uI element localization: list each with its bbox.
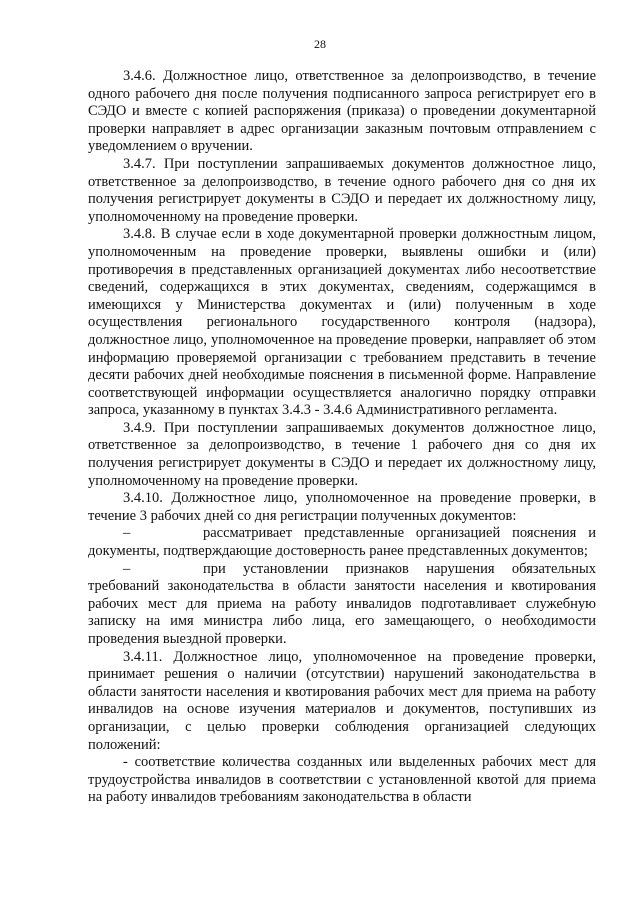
paragraph-3-4-7: 3.4.7. При поступлении запрашиваемых документов должностное лицо, ответственное за делопроизводство, в течение одного рабочего дня со дня их получения регистрирует документы в СЭДО и передает их должностному лицу, уполномоченному на проведение проверки. <box>88 155 596 225</box>
paragraph-continued: - соответствие количества созданных или выделенных рабочих мест для трудоустройства инвалидов в соответствии с установленной квотой для приема на работу инвалидов требованиям законодательства в области <box>88 754 596 806</box>
list-item-text: при установлении признаков нарушения обязательных требований законодательства в области занятости населения и квотирования рабочих мест для приема на работу инвалидов подготавливает служебную записку на имя министра либо лица, его замещающего, о необходимости проведения выездной проверки. <box>88 560 596 647</box>
document-body <box>88 68 596 807</box>
page-number: 28 <box>314 37 326 51</box>
list-item-text: рассматривает представленные организацией пояснения и документы, подтверждающие достоверность ранее представленных документов; <box>88 525 596 560</box>
dash-marker: – <box>123 560 131 577</box>
list-item <box>88 525 596 560</box>
paragraph-3-4-8: 3.4.8. В случае если в ходе документарной проверки должностным лицом, уполномоченным на проведение проверки, выявлены ошибки и (или) противоречия в представленных организацией документах либо несоответствие сведений, содержащихся в этих документах, сведениям, содержащимся в имеющихся у Министерства документах и (или) полученным в ходе осуществления регионального государственного контроля (надзора), должностное лицо, уполномоченное на проведение проверки, направляет об этом информацию проверяемой организации с требованием представить в течение десяти рабочих дней необходимые пояснения в письменной форме. Направление соответствующей информации осуществляется аналогично порядку отправки запроса, указанному в пунктах 3.4.3 - 3.4.6 Административного регламента. <box>88 226 596 419</box>
list-item <box>88 561 596 649</box>
paragraph-3-4-10: 3.4.10. Должностное лицо, уполномоченное на проведение проверки, в течение 3 рабочих дней со дня регистрации полученных документов: <box>88 490 596 524</box>
paragraph-3-4-9: 3.4.9. При поступлении запрашиваемых документов должностное лицо, ответственное за делопроизводство, в течение 1 рабочего дня со дня их получения регистрирует документы в СЭДО и передает их должностному лицу, уполномоченному на проведение проверки. <box>88 419 596 489</box>
paragraph-3-4-11: 3.4.11. Должностное лицо, уполномоченное на проведение проверки, принимает решения о наличии (отсутствии) нарушений законодательства в области занятости населения и квотирования рабочих мест для приема на работу инвалидов на основе изучения материалов и документов, поступивших из организации, с целью проверки соблюдения организацией следующих положений: <box>88 648 596 753</box>
paragraph-3-4-6: 3.4.6. Должностное лицо, ответственное за делопроизводство, в течение одного рабочего дня после получения подписанного запроса регистрирует его в СЭДО и вместе с копией распоряжения (приказа) о проведении документарной проверки направляет в адрес организации заказным почтовым отправлением с уведомлением о вручении. <box>88 68 596 155</box>
dash-marker: – <box>123 525 131 542</box>
